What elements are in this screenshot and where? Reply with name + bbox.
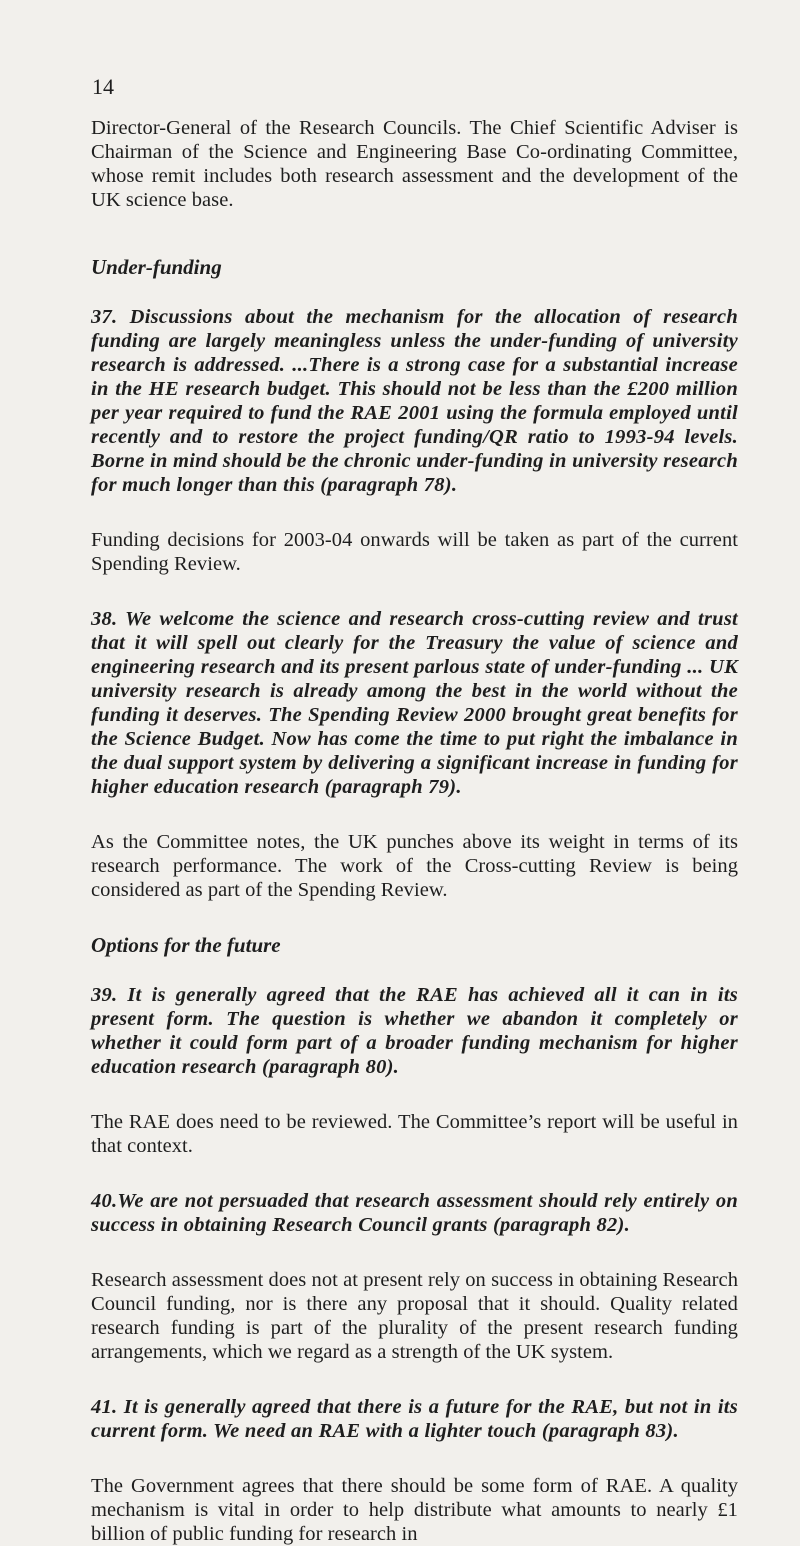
recommendation-37: 37. Discussions about the mechanism for the allocation of research funding are largely meaningless unless the under-funding of university research is addressed. ...There is a strong case for a substantial increase in the HE research budget. This should not be less than the £200 million per year required to fund the RAE 2001 using the formula employed until recently and to restore the project funding/QR ratio to 1993-94 levels. Borne in mind should be the chronic under-funding in university research for much longer than this (paragraph 78). xyxy=(91,306,738,496)
recommendation-39: 39. It is generally agreed that the RAE has achieved all it can in its present form. The question is whether we abandon it completely or whether it could form part of a broader funding mechanism for higher education research (paragraph 80). xyxy=(91,984,738,1078)
response-37: Funding decisions for 2003-04 onwards will be taken as part of the current Spending Review. xyxy=(91,529,738,575)
intro-paragraph: Director-General of the Research Councils. The Chief Scientific Adviser is Chairman of the Science and Engineering Base Co-ordinating Committee, whose remit includes both research assessment and the development of the UK science base. xyxy=(91,117,738,211)
response-41: The Government agrees that there should be some form of RAE. A quality mechanism is vital in order to help distribute what amounts to nearly £1 billion of public funding for research in xyxy=(91,1475,738,1545)
recommendation-40: 40.We are not persuaded that research assessment should rely entirely on success in obtaining Research Council grants (paragraph 82). xyxy=(91,1190,738,1236)
section-heading-under-funding: Under-funding xyxy=(91,255,222,279)
page-number: 14 xyxy=(92,74,114,99)
page-content xyxy=(91,116,738,1546)
response-40: Research assessment does not at present rely on success in obtaining Research Council funding, nor is there any proposal that it should. Quality related research funding is part of the plurality of the present research funding arrangements, which we regard as a strength of the UK system. xyxy=(91,1269,738,1363)
response-39: The RAE does need to be reviewed. The Committee’s report will be useful in that context. xyxy=(91,1111,738,1157)
section-heading-options: Options for the future xyxy=(91,933,281,957)
recommendation-38: 38. We welcome the science and research cross-cutting review and trust that it will spell out clearly for the Treasury the value of science and engineering research and its present parlous state of under-funding ... UK university research is already among the best in the world without the funding it deserves. The Spending Review 2000 brought great benefits for the Science Budget. Now has come the time to put right the imbalance in the dual support system by delivering a significant increase in funding for higher education research (paragraph 79). xyxy=(91,608,738,798)
recommendation-41: 41. It is generally agreed that there is a future for the RAE, but not in its current form. We need an RAE with a lighter touch (paragraph 83). xyxy=(91,1396,738,1442)
response-38: As the Committee notes, the UK punches above its weight in terms of its research performance. The work of the Cross-cutting Review is being considered as part of the Spending Review. xyxy=(91,831,738,901)
